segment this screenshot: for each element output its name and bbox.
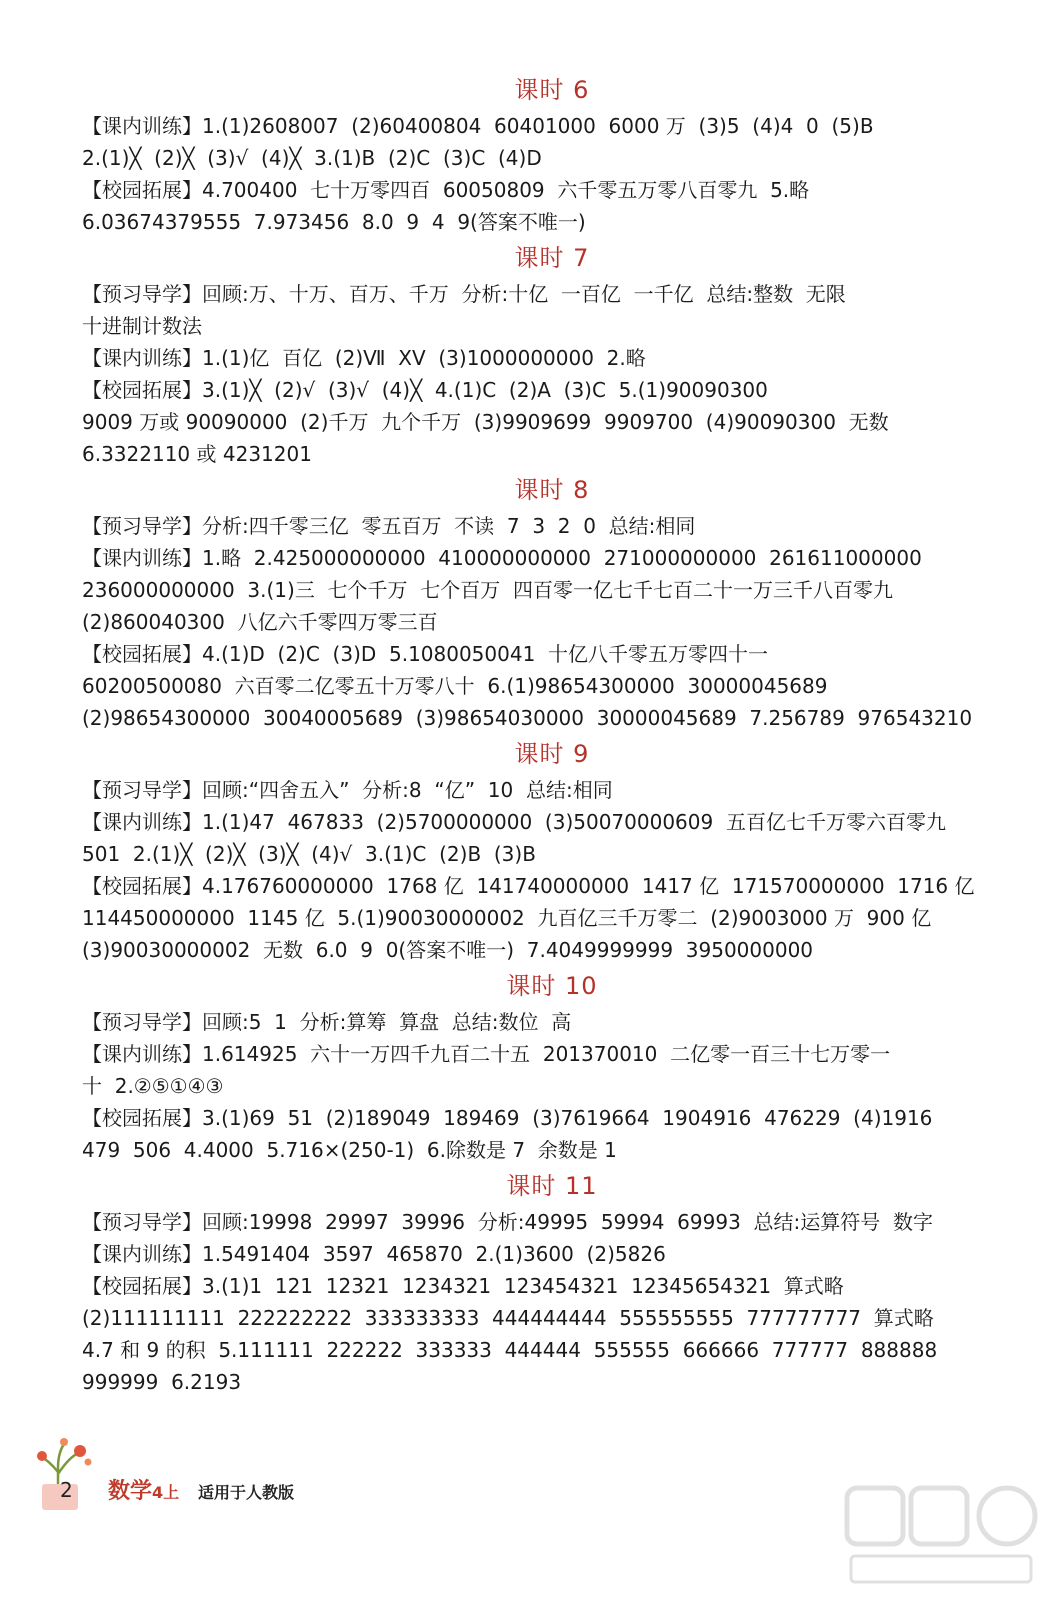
answer-line: 【课内训练】1.(1)亿 百亿 (2)Ⅶ ⅩⅤ (3)1000000000 2.略	[82, 346, 646, 370]
answer-line: 479 506 4.4000 5.716×(250-1) 6.除数是 7 余数是 1	[82, 1138, 617, 1162]
answer-line: 6.3322110 或 4231201	[82, 442, 312, 466]
answer-line: 十进制计数法	[82, 314, 202, 338]
answer-line: 4.7 和 9 的积 5.111111 222222 333333 444444 555555 666666 777777 888888	[82, 1338, 938, 1362]
answer-line: 【预习导学】回顾:19998 29997 39996 分析:49995 59994 69993 总结:运算符号 数字	[82, 1210, 933, 1234]
section-title: 课时 6	[514, 76, 590, 104]
section-6	[82, 70, 1022, 238]
answer-line: 【校园拓展】4.(1)D (2)C (3)D 5.1080050041 十亿八千零五万零四十一	[82, 642, 769, 666]
answer-line: 【校园拓展】3.(1)╳ (2)√ (3)√ (4)╳ 4.(1)C (2)A (3)C 5.(1)90090300	[82, 378, 768, 402]
section-10	[82, 966, 1022, 1166]
answer-line: 十 2.②⑤①④③	[82, 1074, 224, 1098]
answer-line: 【课内训练】1.5491404 3597 465870 2.(1)3600 (2)5826	[82, 1242, 666, 1266]
answer-line: 501 2.(1)╳ (2)╳ (3)╳ (4)√ 3.(1)C (2)B (3)B	[82, 842, 536, 866]
page-number: 2	[60, 1478, 73, 1502]
answer-line: 114450000000 1145 亿 5.(1)90030000002 九百亿三千万零二 (2)9003000 万 900 亿	[82, 906, 932, 930]
answer-line: 6.03674379555 7.973456 8.0 9 4 9(答案不唯一)	[82, 210, 586, 234]
section-7	[82, 238, 1022, 470]
section-11	[82, 1166, 1022, 1398]
answer-line: 【课内训练】1.(1)2608007 (2)60400804 60401000 6000 万 (3)5 (4)4 0 (5)B	[82, 114, 874, 138]
answer-line: 【预习导学】回顾:万、十万、百万、千万 分析:十亿 一百亿 一千亿 总结:整数 无限	[82, 282, 846, 306]
edition-label: 适用于人教版	[198, 1483, 295, 1502]
answer-line: 【校园拓展】3.(1)69 51 (2)189049 189469 (3)7619664 1904916 476229 (4)1916	[82, 1106, 933, 1130]
answer-line: 【课内训练】1.略 2.425000000000 410000000000 271000000000 261611000000	[82, 546, 922, 570]
subject-label	[108, 1474, 179, 1505]
answer-line: 【课内训练】1.(1)47 467833 (2)5700000000 (3)50070000609 五百亿七千万零六百零九	[82, 810, 946, 834]
answer-line: 【预习导学】回顾:“四舍五入” 分析:8 “亿” 10 总结:相同	[82, 778, 613, 802]
answer-content	[82, 70, 1022, 1398]
answer-line: 【校园拓展】3.(1)1 121 12321 1234321 123454321 12345654321 算式略	[82, 1274, 844, 1298]
section-title: 课时 11	[506, 1172, 598, 1200]
answer-line: 【预习导学】回顾:5 1 分析:算筹 算盘 总结:数位 高	[82, 1010, 572, 1034]
answer-line: (3)90030000002 无数 6.0 9 0(答案不唯一) 7.4049999999 3950000000	[82, 938, 814, 962]
section-9	[82, 734, 1022, 966]
section-8	[82, 470, 1022, 734]
watermark-logo	[841, 1480, 1041, 1590]
answer-line: 9009 万或 90090000 (2)千万 九个千万 (3)9909699 9909700 (4)90090300 无数	[82, 410, 889, 434]
section-title: 课时 8	[514, 476, 590, 504]
answer-line: (2)860040300 八亿六千零四万零三百	[82, 610, 438, 634]
subject-name: 数学	[108, 1479, 153, 1504]
answer-line: (2)111111111 222222222 333333333 444444444 555555555 777777777 算式略	[82, 1306, 934, 1330]
section-title: 课时 7	[514, 244, 590, 272]
answer-line: 236000000000 3.(1)三 七个千万 七个百万 四百零一亿七千七百二十一万三千八百零九	[82, 578, 893, 602]
section-title: 课时 9	[514, 740, 590, 768]
answer-line: 999999 6.2193	[82, 1370, 242, 1394]
answer-line: (2)98654300000 30040005689 (3)98654030000 30000045689 7.256789 976543210	[82, 706, 973, 730]
answer-line: 【课内训练】1.614925 六十一万四千九百二十五 201370010 二亿零一百三十七万零一	[82, 1042, 891, 1066]
answer-line: 【预习导学】分析:四千零三亿 零五百万 不读 7 3 2 0 总结:相同	[82, 514, 696, 538]
answer-line: 60200500080 六百零二亿零五十万零八十 6.(1)98654300000 30000045689	[82, 674, 828, 698]
grade-label: 4上	[152, 1483, 180, 1502]
answer-line: 2.(1)╳ (2)╳ (3)√ (4)╳ 3.(1)B (2)C (3)C (4)D	[82, 146, 542, 170]
section-title: 课时 10	[506, 972, 598, 1000]
answer-line: 【校园拓展】4.176760000000 1768 亿 141740000000 1417 亿 171570000000 1716 亿	[82, 874, 975, 898]
answer-line: 【校园拓展】4.700400 七十万零四百 60050809 六千零五万零八百零九 5.略	[82, 178, 810, 202]
